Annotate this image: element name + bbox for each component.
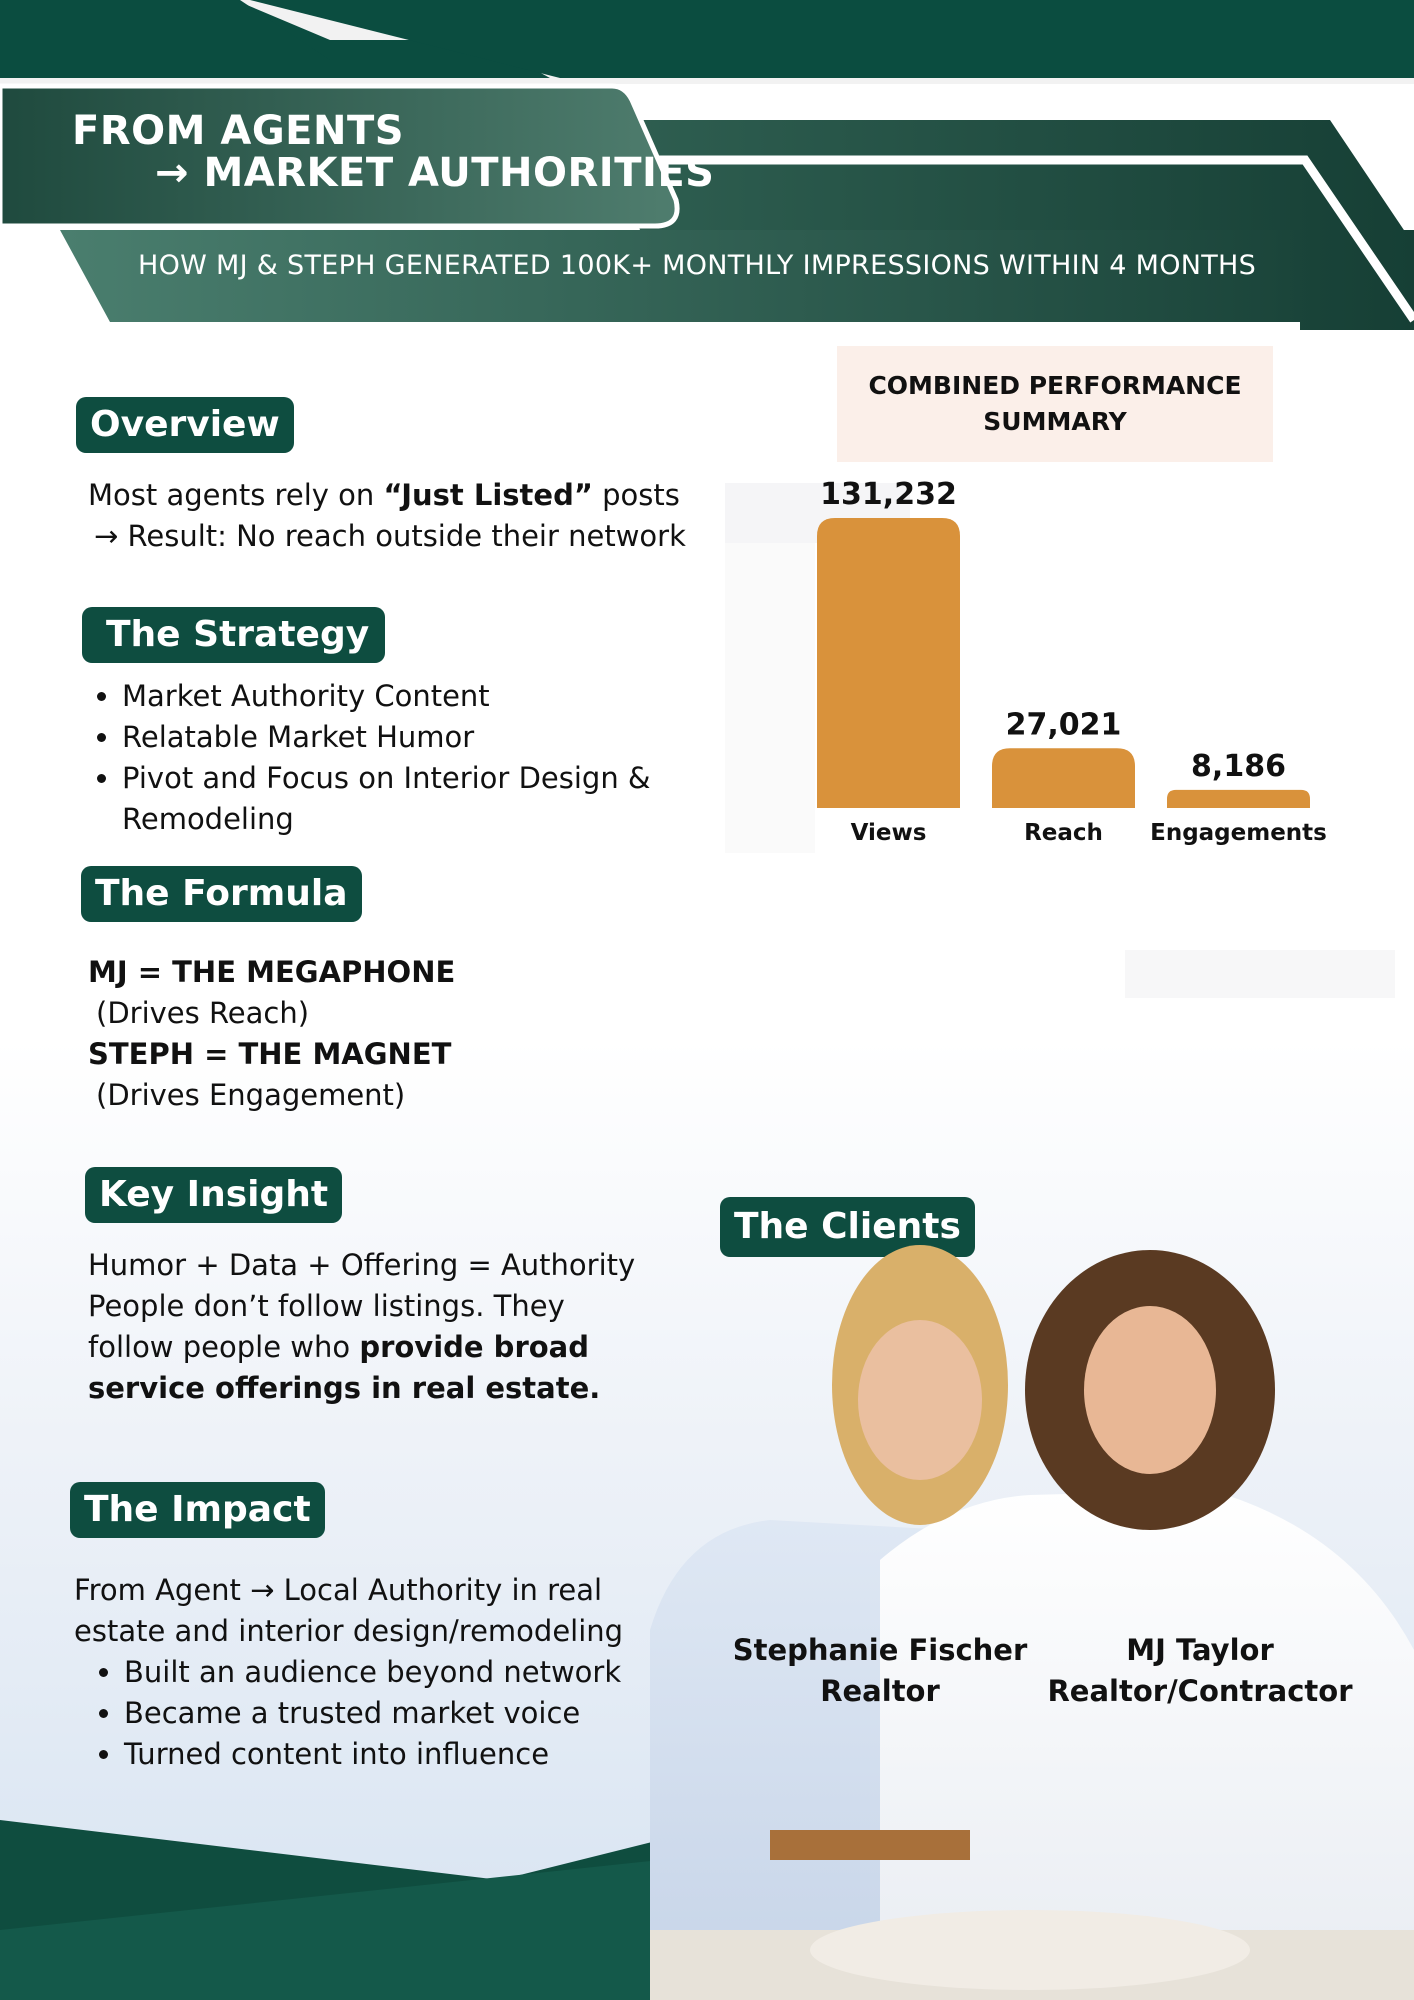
bar-views	[817, 518, 960, 808]
overview-heading: Overview	[76, 397, 294, 453]
insight-line4: service offerings in real estate.	[88, 1371, 601, 1405]
strategy-heading: The Strategy	[82, 607, 385, 663]
strategy-list	[88, 676, 651, 840]
client2-role: Realtor/Contractor	[1047, 1674, 1353, 1708]
formula-mj: MJ = THE MEGAPHONE	[88, 955, 456, 989]
insight-heading: Key Insight	[85, 1167, 342, 1223]
category-label: Views	[850, 820, 927, 846]
client1-role: Realtor	[820, 1674, 940, 1708]
overview-line1: Most agents rely on “Just Listed” posts	[88, 478, 680, 512]
strategy-item: • Market Authority Content	[122, 676, 651, 717]
footer-decoration	[0, 1820, 660, 2000]
strategy-item: • Pivot and Focus on Interior Design &	[122, 758, 651, 799]
bar-engagements	[1167, 790, 1310, 808]
impact-item: • Built an audience beyond network	[124, 1652, 621, 1693]
bar-value-label: 27,021	[1005, 707, 1122, 743]
page-subtitle: HOW MJ & STEPH GENERATED 100K+ MONTHLY IMPRESSIONS WITHIN 4 MONTHS	[138, 250, 1257, 281]
impact-line1: From Agent → Local Authority in real	[74, 1573, 603, 1607]
formula-steph-note: (Drives Engagement)	[96, 1078, 406, 1112]
impact-item: • Became a trusted market voice	[124, 1693, 621, 1734]
impact-item: • Turned content into influence	[124, 1734, 621, 1775]
clients-photo	[650, 1230, 1414, 2000]
bar-value-label: 131,232	[820, 477, 957, 512]
category-label: Engagements	[1150, 820, 1327, 846]
decor-block	[1125, 950, 1395, 998]
formula-heading: The Formula	[81, 866, 362, 922]
strategy-item-continued: Remodeling	[122, 802, 294, 836]
clients-heading: The Clients	[720, 1197, 975, 1257]
client2-name: MJ Taylor	[1126, 1633, 1274, 1667]
bar-reach	[992, 748, 1135, 808]
page-title-line1: FROM AGENTS	[72, 108, 405, 154]
formula-mj-note: (Drives Reach)	[96, 996, 310, 1030]
insight-line2: People don’t follow listings. They	[88, 1289, 565, 1323]
impact-line2: estate and interior design/remodeling	[74, 1614, 624, 1648]
insight-line1: Humor + Data + Offering = Authority	[88, 1248, 636, 1282]
impact-heading: The Impact	[70, 1482, 325, 1538]
chart-title: COMBINED PERFORMANCE SUMMARY	[837, 346, 1273, 462]
overview-line2: → Result: No reach outside their network	[94, 519, 686, 553]
strategy-item: • Relatable Market Humor	[122, 717, 651, 758]
page-title-line2: → MARKET AUTHORITIES	[155, 150, 715, 196]
bar-chart	[780, 455, 1340, 855]
category-label: Reach	[1024, 820, 1103, 846]
formula-steph: STEPH = THE MAGNET	[88, 1037, 452, 1071]
bar-value-label: 8,186	[1191, 748, 1286, 784]
client1-name: Stephanie Fischer	[732, 1633, 1028, 1667]
impact-list	[90, 1652, 621, 1775]
insight-line3: follow people who provide broad	[88, 1330, 589, 1364]
